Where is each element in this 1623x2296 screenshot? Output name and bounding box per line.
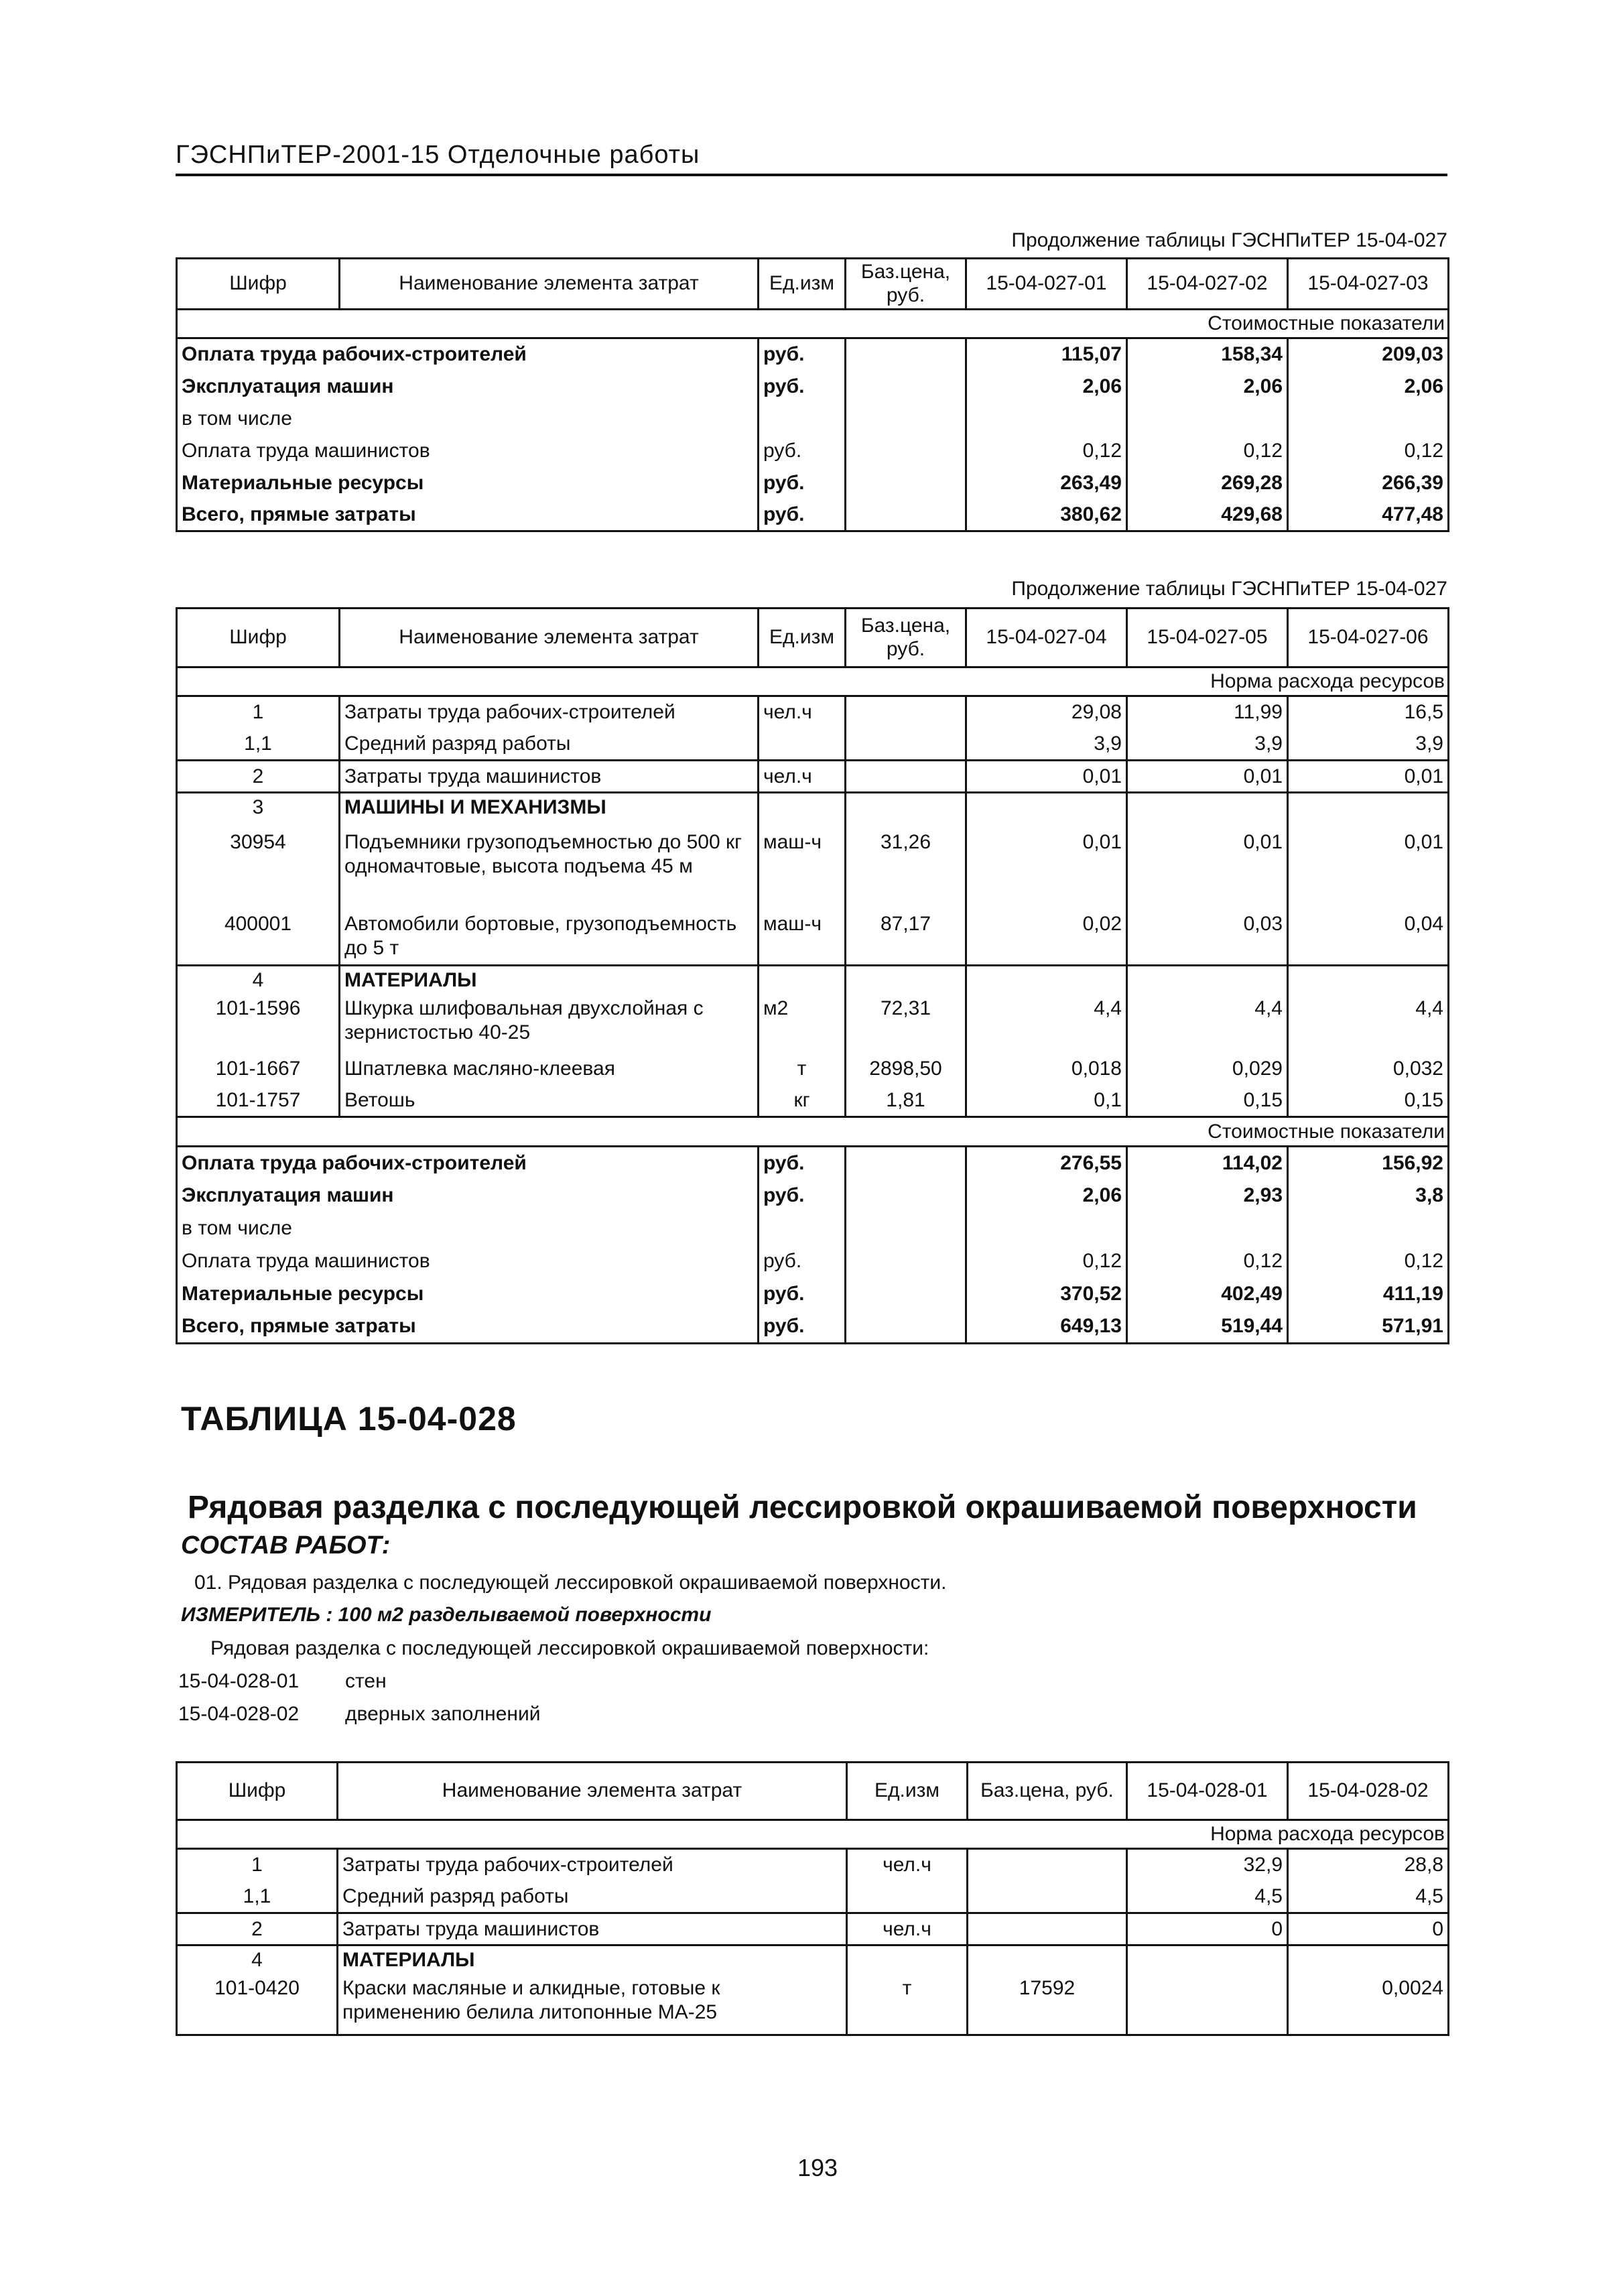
code-item: 15-04-028-02	[178, 1703, 300, 1725]
row-unit: чел.ч	[847, 1849, 968, 1881]
row-unit: маш-ч	[759, 911, 846, 966]
row-value: 0,15	[1127, 1085, 1288, 1117]
row-name: Всего, прямые затраты	[177, 499, 759, 531]
row-value: 0,1	[966, 1085, 1127, 1117]
row-price: 31,26	[846, 822, 966, 911]
col-code-3: 15-04-027-03	[1288, 259, 1449, 310]
row-value: 4,4	[1127, 995, 1288, 1053]
row-name: Материальные ресурсы	[177, 1278, 759, 1311]
row-name: Средний разряд работы	[338, 1881, 847, 1913]
row-unit: руб.	[759, 499, 846, 531]
table-row	[177, 467, 1449, 499]
table-row	[177, 793, 1449, 822]
table-row	[177, 1147, 1449, 1179]
row-name: Оплата труда рабочих-строителей	[177, 338, 759, 371]
row-unit: руб.	[759, 1278, 846, 1311]
row-value: 0,032	[1288, 1053, 1449, 1085]
row-unit: кг	[759, 1085, 846, 1117]
table1-caption: Продолжение таблицы ГЭСНПиТЕР 15-04-027	[1011, 229, 1447, 251]
row-value: 32,9	[1127, 1849, 1288, 1881]
row-value: 0,029	[1127, 1053, 1288, 1085]
row-value: 263,49	[966, 467, 1127, 499]
row-name: МАШИНЫ И МЕХАНИЗМЫ	[340, 793, 759, 822]
col-name-header: Наименование элемента затрат	[338, 1763, 847, 1820]
col-code-header: Шифр	[177, 259, 340, 310]
row-value: 0,04	[1288, 911, 1449, 966]
col-unit-header: Ед.изм	[847, 1763, 968, 1820]
col-unit-header: Ед.изм	[759, 259, 846, 310]
row-price: 72,31	[846, 995, 966, 1053]
row-value: 411,19	[1288, 1278, 1449, 1311]
table-row	[177, 1311, 1449, 1344]
row-value: 0,12	[966, 1245, 1127, 1278]
row-value: 0	[1288, 1913, 1449, 1946]
row-value: 3,9	[1127, 728, 1288, 761]
row-unit: руб.	[759, 467, 846, 499]
code-item-name: стен	[345, 1670, 387, 1692]
col-code-header: Шифр	[177, 1763, 338, 1820]
row-value: 429,68	[1127, 499, 1288, 531]
row-code: 101-1667	[177, 1053, 340, 1085]
row-value: 2,06	[966, 371, 1127, 403]
section-cost: Стоимостные показатели	[177, 1117, 1449, 1147]
table2-caption: Продолжение таблицы ГЭСНПиТЕР 15-04-027	[1011, 578, 1447, 600]
row-name: Материальные ресурсы	[177, 467, 759, 499]
row-code: 30954	[177, 822, 340, 911]
row-price: 2898,50	[846, 1053, 966, 1085]
page-number: 193	[797, 2154, 838, 2181]
table-row	[177, 995, 1449, 1053]
col-code-028-01: 15-04-028-01	[1127, 1763, 1288, 1820]
row-unit: т	[847, 1975, 968, 2035]
row-code: 3	[177, 793, 340, 822]
row-code: 2	[177, 761, 340, 793]
row-code: 1,1	[177, 1881, 338, 1913]
table-row	[177, 435, 1449, 467]
row-value: 4,5	[1127, 1881, 1288, 1913]
row-value: 3,9	[1288, 728, 1449, 761]
row-value: 3,9	[966, 728, 1127, 761]
table-row	[177, 371, 1449, 403]
row-value: 0	[1127, 1913, 1288, 1946]
table-row	[177, 1245, 1449, 1278]
row-value: 0,01	[1288, 761, 1449, 793]
row-value: 16,5	[1288, 696, 1449, 728]
table-row	[177, 499, 1449, 531]
row-value: 4,5	[1288, 1881, 1449, 1913]
row-value: 0,0024	[1288, 1975, 1449, 2035]
row-value: 269,28	[1127, 467, 1288, 499]
row-value: 0,01	[966, 822, 1127, 911]
row-name: Ветошь	[340, 1085, 759, 1117]
row-code: 1,1	[177, 728, 340, 761]
row-value: 571,91	[1288, 1311, 1449, 1344]
col-code-5: 15-04-027-05	[1127, 609, 1288, 667]
row-value: 2,06	[1127, 371, 1288, 403]
table-row	[177, 1849, 1449, 1881]
row-name: МАТЕРИАЛЫ	[340, 966, 759, 995]
row-value: 0,01	[1127, 822, 1288, 911]
row-value: 519,44	[1127, 1311, 1288, 1344]
table-row	[177, 338, 1449, 371]
row-name: Шпатлевка масляно-клеевая	[340, 1053, 759, 1085]
table-row	[177, 1975, 1449, 2035]
row-price: 17592	[968, 1975, 1127, 2035]
row-value: 156,92	[1288, 1147, 1449, 1179]
row-name: Оплата труда машинистов	[177, 435, 759, 467]
row-name: Затраты труда рабочих-строителей	[340, 696, 759, 728]
row-name: Затраты труда машинистов	[338, 1913, 847, 1946]
row-code: 4	[177, 1946, 338, 1975]
row-name: Затраты труда рабочих-строителей	[338, 1849, 847, 1881]
row-code: 1	[177, 1849, 338, 1881]
row-value: 4,4	[1288, 995, 1449, 1053]
row-price: 87,17	[846, 911, 966, 966]
running-header: ГЭСНПиТЕР-2001-15 Отделочные работы	[176, 141, 1447, 176]
row-value: 276,55	[966, 1147, 1127, 1179]
row-value: 2,06	[966, 1179, 1127, 1212]
table-row	[177, 822, 1449, 911]
row-value: 0,12	[1127, 435, 1288, 467]
col-code-028-02: 15-04-028-02	[1288, 1763, 1449, 1820]
row-value: 0,12	[966, 435, 1127, 467]
col-code-4: 15-04-027-04	[966, 609, 1127, 667]
table-row	[177, 696, 1449, 728]
row-name: МАТЕРИАЛЫ	[338, 1946, 847, 1975]
col-price-header: Баз.цена, руб.	[846, 259, 966, 310]
table-row	[177, 1913, 1449, 1946]
table3	[176, 1761, 1449, 2036]
table-row	[177, 1212, 1449, 1245]
row-unit: руб.	[759, 338, 846, 371]
row-value: 266,39	[1288, 467, 1449, 499]
row-value: 0,12	[1127, 1245, 1288, 1278]
row-value: 0,02	[966, 911, 1127, 966]
row-name: Всего, прямые затраты	[177, 1311, 759, 1344]
col-price-header: Баз.цена, руб.	[968, 1763, 1127, 1820]
row-value: 3,8	[1288, 1179, 1449, 1212]
row-value	[1127, 1975, 1288, 2035]
row-unit: чел.ч	[759, 761, 846, 793]
col-code-6: 15-04-027-06	[1288, 609, 1449, 667]
table-row	[177, 1053, 1449, 1085]
row-name: Оплата труда рабочих-строителей	[177, 1147, 759, 1179]
row-code: 400001	[177, 911, 340, 966]
row-name: в том числе	[177, 403, 759, 435]
row-value: 2,93	[1127, 1179, 1288, 1212]
table2	[176, 607, 1449, 1344]
row-value: 114,02	[1127, 1147, 1288, 1179]
row-value: 158,34	[1127, 338, 1288, 371]
row-value: 0,12	[1288, 435, 1449, 467]
row-unit: чел.ч	[759, 696, 846, 728]
row-value: 0,15	[1288, 1085, 1449, 1117]
meter: ИЗМЕРИТЕЛЬ : 100 м2 разделываемой поверхности	[181, 1604, 712, 1626]
col-code-1: 15-04-027-01	[966, 259, 1127, 310]
row-value: 402,49	[1127, 1278, 1288, 1311]
table-row	[177, 1085, 1449, 1117]
row-value: 0,03	[1127, 911, 1288, 966]
col-name-header: Наименование элемента затрат	[340, 259, 759, 310]
section-norm: Норма расхода ресурсов	[177, 667, 1449, 696]
composition-title: СОСТАВ РАБОТ:	[181, 1531, 391, 1559]
code-item-name: дверных заполнений	[345, 1703, 541, 1725]
row-unit: руб.	[759, 1147, 846, 1179]
table-row	[177, 966, 1449, 995]
row-code: 4	[177, 966, 340, 995]
code-item: 15-04-028-01	[178, 1670, 300, 1692]
col-code-2: 15-04-027-02	[1127, 259, 1288, 310]
section-norm: Норма расхода ресурсов	[177, 1820, 1449, 1849]
composition-item: 01. Рядовая разделка с последующей лессировкой окрашиваемой поверхности.	[194, 1572, 947, 1594]
table-row	[177, 1946, 1449, 1975]
row-value: 370,52	[966, 1278, 1127, 1311]
row-code: 101-1757	[177, 1085, 340, 1117]
row-price: 1,81	[846, 1085, 966, 1117]
row-value: 11,99	[1127, 696, 1288, 728]
row-unit: руб.	[759, 371, 846, 403]
row-name: Шкурка шлифовальная двухслойная с зернистостью 40-25	[340, 995, 759, 1053]
table-row	[177, 1881, 1449, 1913]
row-value: 209,03	[1288, 338, 1449, 371]
section-title: Рядовая разделка с последующей лессировкой окрашиваемой поверхности	[188, 1490, 1417, 1525]
row-value: 0,01	[1288, 822, 1449, 911]
table-row	[177, 911, 1449, 966]
row-value: 115,07	[966, 338, 1127, 371]
col-unit-header: Ед.изм	[759, 609, 846, 667]
row-code: 2	[177, 1913, 338, 1946]
table-title: ТАБЛИЦА 15-04-028	[181, 1400, 517, 1438]
table-row	[177, 403, 1449, 435]
row-value: 477,48	[1288, 499, 1449, 531]
table-row	[177, 1278, 1449, 1311]
row-code: 101-0420	[177, 1975, 338, 2035]
row-value: 380,62	[966, 499, 1127, 531]
row-value: 0,12	[1288, 1245, 1449, 1278]
row-unit: чел.ч	[847, 1913, 968, 1946]
row-code: 101-1596	[177, 995, 340, 1053]
row-value: 0,01	[1127, 761, 1288, 793]
row-value: 28,8	[1288, 1849, 1449, 1881]
row-unit: руб.	[759, 435, 846, 467]
row-unit: м2	[759, 995, 846, 1053]
table-row	[177, 761, 1449, 793]
col-code-header: Шифр	[177, 609, 340, 667]
row-name: Подъемники грузоподъемностью до 500 кг одномачтовые, высота подъема 45 м	[340, 822, 759, 911]
row-value: 29,08	[966, 696, 1127, 728]
row-name: Эксплуатация машин	[177, 371, 759, 403]
row-unit: руб.	[759, 1245, 846, 1278]
table1	[176, 257, 1449, 532]
row-name: Эксплуатация машин	[177, 1179, 759, 1212]
row-name: в том числе	[177, 1212, 759, 1245]
row-unit: маш-ч	[759, 822, 846, 911]
row-value: 0,018	[966, 1053, 1127, 1085]
row-name: Краски масляные и алкидные, готовые к применению белила литопонные МА-25	[338, 1975, 847, 2035]
table-row	[177, 728, 1449, 761]
section-label: Стоимостные показатели	[177, 310, 1449, 338]
row-code: 1	[177, 696, 340, 728]
row-name: Оплата труда машинистов	[177, 1245, 759, 1278]
row-unit: руб.	[759, 1311, 846, 1344]
table-row	[177, 1179, 1449, 1212]
col-name-header: Наименование элемента затрат	[340, 609, 759, 667]
row-unit: т	[759, 1053, 846, 1085]
intro: Рядовая разделка с последующей лессировкой окрашиваемой поверхности:	[210, 1637, 929, 1659]
row-value: 649,13	[966, 1311, 1127, 1344]
row-name: Средний разряд работы	[340, 728, 759, 761]
row-value: 4,4	[966, 995, 1127, 1053]
row-value: 2,06	[1288, 371, 1449, 403]
row-name: Автомобили бортовые, грузоподъемность до 5 т	[340, 911, 759, 966]
row-value: 0,01	[966, 761, 1127, 793]
col-price-header: Баз.цена, руб.	[846, 609, 966, 667]
row-unit: руб.	[759, 1179, 846, 1212]
row-name: Затраты труда машинистов	[340, 761, 759, 793]
